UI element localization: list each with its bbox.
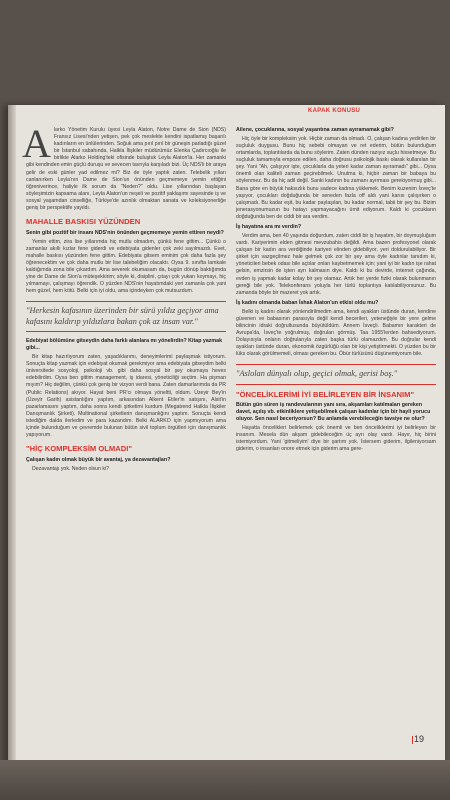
page-number-bar [412,736,413,744]
section-tag: KAPAK KONUSU [308,108,361,114]
heading-mahalle: MAHALLE BASKISI YÜZÜNDEN [26,217,141,227]
question: Bütün gün süren iş randevularının yanı sıra, akşamları katılmaları gereken davet, açılış vb. etkinliklere yetişebilmek çalışan kadınlar için bir hayli yorucu oluyor. Sen nasıl beceriyorsun? Bu anlamda verebileceğin tavsiye ne olur? [236,402,431,423]
question: Çalışan kadın olmak büyük bir avantaj, ya dezavantajları? [26,456,171,463]
heading-oncelikler: "ÖNCELİKLERİMİ İYİ BELİRLEYEN BİR İNSANIM" [236,389,415,399]
answer: Hayatta öncelikleri belirlemek çok önemli ve ben önceliklerimi iyi belirleyen bir insanım. Mesela dün akşam gidebileceğim üç ayrı olay vardı. Hayır, hiç birini istemiyordum. Yani 'gitmeliyim' diye bir şartım yok. İstersem giderim, ilgileniyorsam giderim, o insanları onore etmek için giderim ama gere- [236,425,436,453]
dropcap: A [22,121,51,166]
background-surface [0,760,450,800]
lead-text: larko Yönetim Kurulu üyesi Leyla Alaton, Notre Dame de Sion (NDS) Fransız Lisesi'nden yetişen, pek çok meslekte kendini ispatlamış başarılı kadınların en ünlülerinden. Soğuk ama pırıl pırıl bir güneşin parladığı güzel bir İstanbul sabahında, Halkla İlişkiler müdürümüz Elenka Çadırcıoğlu ile birlikte Alarko Holding'teki ofisinde buluştuk Leyla Alaton'la. Her zamanki gibi kendinden emin güçlü duruşu ve sevecen tavrıyla karşıladı bizi. Üç NDS'li bir araya gelir de eski günler yad edilmez mi? Biz de öyle yaptık zaten. Telebelik yılları canlanırken Leyla'nın Dame de Sion'un önünden geçmemeye yemin ettiğini öğreniverince, haliyle ilk sorum da "Neden?" oldu. Lise yıllarından başlayan söyleşimizin kapsama alanı, Leyla Alaton'un neşeli ve pozitif yaklaşımı sayesinde iş ve sosyal yaşamdan cinselliğe, Türkiye'de azınlık olmaktan sanata ve koleksiyonerliğe geniş bir perspektife yayıldı. [26,127,226,212]
pull-quote: "Herkesin kafasının üzerinden bir sürü yıldız geçiyor ama kafasını kaldırıp yıldızlara bakan çok az insan var." [26,301,226,332]
heading-kompleks: "HİÇ KOMPLEKSİM OLMADI" [26,444,132,454]
answer: Hiç öyle bir kompleksim yok. Hiçbir zaman da olmadı. O, çalışan kadına yedirilen bir suçluluk duygusu. Bunu hiç sebebi olmayan ve ret ederim, bütün bulunduğum ortamlarda, toplantılarda da bunu söylerim. Zaten dünden razıyız suçlu hissetmeye. Bu suçluluk tamamıyla empoze edilen, daha doğrusu psikolojik baskı olarak kullanılan bir şey. Yani "Ah, çalışıyor işte, çocuklarla da yeteri kadar zaman ayıramadı" gibi... Oysa önemli olan kaliteli zaman geçirebilmek. Unutma ki, hiçbir zaman bir babaya bu söylenmez. Bu da hiç adil değil. Sanki kadının bu zamanı ayırması gerekiyormuş gibi... Bana göre en büyük haksızlık bunu sadece kadına yüklemek. Benim kuzenim İsveç'te yaşıyor, çocukları doğduğunda bir seneden fazla off aldı yani karısı çalışırken o çalışmadı. Bu kadar eşit, bu kadar paylaşılan, bu kadar normal, tabii bir şey bu. Bizim jenerasyonumuzun bu hatayı yapmayacağını ümit ediyorum. Kaldı ki çocukların doğduğunda ben de ciddi bir ara verdim. [236,135,436,220]
answer: Bir kitap hazırlıyorum zaten, yaşadıklarımı, deneyimlerimi paylaşmak istiyorum. Sonuçta kitap yazmak için edebiyat okumak gerekmiyor ama edebiyata gitseydim belki üniversitede sosyoloji, psikoloji vb. gibi daha sosyal bir şey okumaya heves edebilirdim. Oysa ben gittim management, iş idaresi, yöneticiliği seçtim. Ha pişman mıyım? Hiç değilim, çünkü çok geniş bir vizyon verdi bana. Zaten damarlarımda da PR (Public Relations) akıyor. Hayat beni PR'cı olmaya yöneltti, oldum. Üzeyir Bey'in (Üzeyir Garih) asistanlığını yaptım, arkasından Alkent Etiler'in satışını, Alsit'in pazarlamasını yaptım, daha sonra kendi şirketimi kurdum (Megatrend Halkla İlişkiler Danışmanlık Şirketi). Multinational şirketlerin danışmanlığını yaptım. Sonuçta kendi istediğim dalda ilerledim ve para kazandım. Belki ALARKO için yapmıyorum ama içinde bulunduğum ve çevremde bulunan bütün sivil toplum örgütleri için danışmanlık yapıyorum. [26,354,226,439]
question: Senin gibi pozitif bir insanı NDS'nin önünden geçmemeye yemin ettiren neydi? [26,229,224,236]
question: Edebiyat bölümüne gitseydin daha farklı alanlara mı yönelirdin? Kitap yazmak gibi... [26,338,223,352]
answer: Belki iş kadını olarak yönlendirilmedim ama, kendi ayakları üstünde duran, kendine güvenen ve babasının parasıyla değil kendi becerileri, yeteneğiyle bir yere gelme bilincinin idraki doğrultusunda büyütüldüm. Annem İsveçli. Babamın karakteri de Avrupa'da, İsveç'te yoğrulmuş, doğruları görmüş. Taa 1955'lerden bahsediyorum. Dolayısıyla onların doğrularıyla zaten başka türlü olamazdım. Bu doğrular kendi ayakları üstünde duran, ekonomik özgürlüğü olan bir kişi yetiştirmekti. O yüzden bu bir lüks olarak görülmemeli, olması gereken bu. Öbür türlüsünü düşünemiyorum bile. [236,308,436,358]
page-number: 19 [414,734,425,744]
right-column [236,127,436,456]
left-column [22,121,226,476]
answer: Dezavantajı yok. Neden olsun ki? [32,465,109,472]
lead-paragraph [22,121,226,212]
question: Ailene, çocuklarına, sosyal yaşantına zaman ayıramamak gibi? [236,127,394,133]
answer: Verdim ama, ben 40 yaşında doğurdum, zaten ciddi bir iş hayatım, bir doymuşluğum vardı. Kariyerimin elden gitmesi mevzubahis değildi. Ama bazen profesyonel olarak çalışan bir kadın ara verdiğinde kariyeri elinden gidebiliyor, yeri doldurulabiliyor. Bir şirket için vazgeçilmez hale gelmek çok zor bir şey ama öyle kadınlar tanıdım ki, yöneticileri bebek odası bile açtılar onları kaybetmemek için; yani iyi bir kadın işe rahat gelsin, emzirsin de işten ayrı kalmasın diye. Kaldı ki bu devirde, internet çağında, evden iş yapmak kadar kolay bir şey olamaz. Artık her yerde fiziki olarak bulunmanın gereği bile yok. Telekonferans yoluyla her türlü toplantıya katılabiliyorsunuz. Bu zamanda böyle bir mazeret yok artık. [236,232,436,296]
magazine-page [8,105,445,800]
page-spine [8,105,16,800]
question: İş kadını olmanda baban İshak Alaton'un etkisi oldu mu? [236,299,379,306]
pull-quote: "Aslolan dünyalı olup, geçici olmak, gerisi boş." [236,364,436,385]
answer: Yemin ettim, zira lise yıllarımda hiç mutlu olmadım, çünkü fene gittim... Çünkü o zamanlar akıllı kızlar fene giderdi ve edebiyata gidenler çok zeki sayılmazdı. Evet, mahalle baskısı yüzünden fene gittim. Edebiyata gitsem eminim çok daha fazla şey öğrenecektim ve çok daha mutlu bir lise talebeliğim olacaktı. Oysa 9. sınıfta lamkale kaldığımda zona bile çıkardım. Ama severek okumasam da, bugün dönüp baktığımda yine de Dame de Sion'a müteşekkirim; söyle ki, disiplini, çıtayı çok yukarı koymayı, hiç yılmamayı, çalışmayı öğrendik. O yüzden NDS'nin hayatımdaki yeri zamanla çok yani hem güzel, hem kötü. Belki için iyi oldu, ama içindeyken çok mutsuzdum. [26,238,226,295]
question: İş hayatına ara mı verdin? [236,224,302,231]
